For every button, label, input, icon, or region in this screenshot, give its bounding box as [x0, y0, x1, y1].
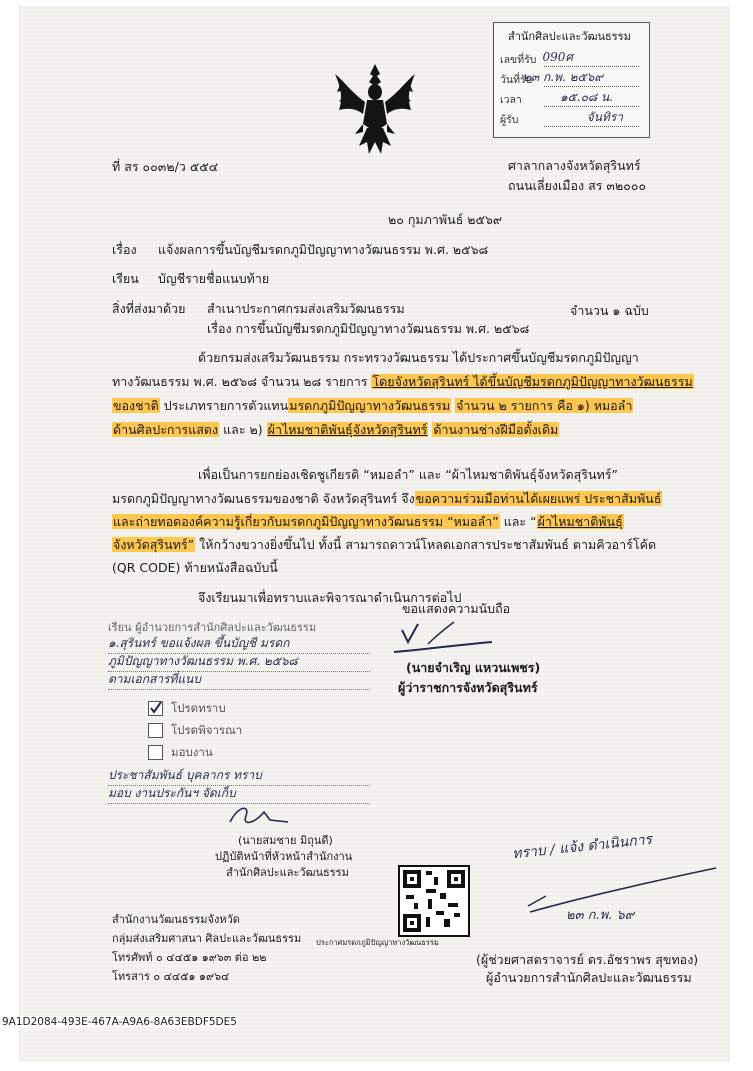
minute-to: เรียน ผู้อำนวยการสำนักศิลปะและวัฒนธรรม [108, 621, 317, 634]
checkbox-empty-icon [148, 745, 163, 760]
body-p2-line5: (QR CODE) ท้ายหนังสือฉบับนี้ [112, 560, 278, 575]
option-consider: โปรดพิจารณา [148, 722, 242, 740]
sender-org: ศาลากลางจังหวัดสุรินทร์ [508, 158, 641, 173]
garuda-emblem-icon [333, 62, 417, 160]
checkbox-checked-icon [148, 701, 163, 716]
stamp-row: เวลา ๑๕.๐๘ น. [494, 91, 643, 109]
checkbox-empty-icon [148, 723, 163, 738]
footer-fax: โทรสาร ๐ ๔๔๕๑ ๑๙๖๔ [112, 970, 230, 983]
footer-phone: โทรศัพท์ ๐ ๔๔๕๑ ๑๙๖๓ ต่อ ๒๒ [112, 951, 267, 964]
qr-caption: ประกาศมรดกภูมิปัญญาทางวัฒนธรรม [316, 938, 439, 947]
to-text: บัญชีรายชื่อแนบท้าย [158, 271, 270, 286]
receipt-stamp [493, 22, 650, 138]
highlight: ผ้าไหมชาติพันธุ์ [537, 514, 623, 529]
stamp-row: เลขที่รับ 090ศ [494, 51, 643, 69]
stamp-row: วันที่รับ ๒๓ ก.พ. ๒๕๖๙ [494, 71, 643, 89]
highlight: จังหวัดสุรินทร์” [113, 537, 195, 552]
enclosure-qty: จำนวน ๑ ฉบับ [570, 303, 649, 318]
body-p1-line4: ด้านศิลปะการแสดง และ ๒) ผ้าไหมชาติพันธุ์จังหวัดสุรินทร์ ด้านงานช่างฝีมือดั้งเดิม [113, 422, 559, 437]
option-acknowledge: โปรดทราบ [148, 700, 226, 718]
director-hand-date: ๒๓ ก.พ. ๖๙ [566, 908, 635, 923]
body-closing: จึงเรียนมาเพื่อทราบและพิจารณาดำเนินการต่อไป [198, 590, 462, 605]
body-p1-line2: ทางวัฒนธรรม พ.ศ. ๒๕๖๘ จำนวน ๒๘ รายการ โดยจังหวัดสุรินทร์ ได้ขึ้นบัญชีมรดกภูมิปัญญาทางวัฒนธรรม [112, 374, 693, 389]
body-p2-line4: จังหวัดสุรินทร์” ให้กว้างขวางยิ่งขึ้นไป ทั้งนี้ สามารถดาวน์โหลดเอกสารประชาสัมพันธ์ ตามคิวอาร์โค้ด [113, 537, 657, 552]
option-assign: มอบงาน [148, 744, 213, 762]
governor-position: ผู้ว่าราชการจังหวัดสุรินทร์ [398, 680, 538, 695]
minute-note-line: มอบ งานประกันฯ จัดเก็บ [108, 784, 370, 804]
document-id: 9A1D2084-493E-467A-A9A6-8A63EBDF5DE5 [2, 1016, 237, 1028]
closing-phrase: ขอแสดงความนับถือ [402, 601, 511, 616]
body-p1-line3: ของชาติ ประเภทรายการตัวแทนมรดกภูมิปัญญาทางวัฒนธรรม จำนวน ๒ รายการ คือ ๑) หมอลำ [113, 398, 633, 413]
highlight: ผ้าไหมชาติพันธุ์จังหวัดสุรินทร์ [267, 422, 428, 437]
minute-note-line: ตามเอกสารที่แนบ [108, 670, 370, 690]
footer-group: กลุ่มส่งเสริมศาสนา ศิลปะและวัฒนธรรม [112, 932, 302, 945]
highlight: โดยจังหวัดสุรินทร์ ได้ขึ้นบัญชีมรดกภูมิปัญญาทางวัฒนธรรม [372, 374, 693, 389]
highlight: มรดกภูมิปัญญาทางวัฒนธรรม [289, 398, 451, 413]
minute-note-line: ๑.สุรินทร์ ขอแจ้งผล ขึ้นบัญชี มรดก [108, 634, 370, 654]
sender-address: ถนนเลี่ยงเมือง สร ๓๒๐๐๐ [508, 178, 647, 193]
head-name: (นายสมชาย มิถุนดี) [238, 834, 333, 847]
enclosure-subject: เรื่อง การขึ้นบัญชีมรดกภูมิปัญญาทางวัฒนธรรม พ.ศ. ๒๕๖๘ [207, 321, 530, 336]
highlight: ด้านงานช่างฝีมือดั้งเดิม [433, 422, 559, 437]
subject-text: แจ้งผลการขึ้นบัญชีมรดกภูมิปัญญาทางวัฒนธรรม พ.ศ. ๒๕๖๘ [158, 242, 489, 257]
director-name: (ผู้ช่วยศาสตราจารย์ ดร.อัชราพร สุขทอง) [476, 952, 699, 967]
stamp-row: ผู้รับ จันทิรา [494, 111, 643, 129]
highlight: ด้านศิลปะการแสดง [113, 422, 219, 437]
subject-label: เรื่อง [112, 242, 137, 257]
document-number: ที่ สร ๐๐๓๒/ว ๕๕๔ [112, 159, 219, 174]
body-p2-line3: และถ่ายทอดองค์ความรู้เกี่ยวกับมรดกภูมิปัญญาทางวัฒนธรรม “หมอลำ” และ “ผ้าไหมชาติพันธุ์ [113, 514, 623, 529]
body-p2-line2: มรดกภูมิปัญญาทางวัฒนธรรมของชาติ จังหวัดสุรินทร์ จึงขอความร่วมมือท่านได้เผยแพร่ ประชาสัมพันธ์ [112, 491, 662, 506]
stamp-title: สำนักศิลปะและวัฒนธรรม [508, 30, 631, 43]
to-label: เรียน [112, 271, 139, 286]
highlight: และถ่ายทอดองค์ความรู้เกี่ยวกับมรดกภูมิปัญญาทางวัฒนธรรม “หมอลำ” [113, 514, 499, 529]
document-date: ๒๐ กุมภาพันธ์ ๒๕๖๙ [388, 212, 503, 227]
qr-code-icon [398, 865, 470, 937]
footer-office: สำนักงานวัฒนธรรมจังหวัด [112, 913, 240, 926]
enclosure-label: สิ่งที่ส่งมาด้วย [112, 301, 186, 316]
minute-note-line: ประชาสัมพันธ์ บุคลากร ทราบ [108, 766, 370, 786]
highlight: จำนวน ๒ รายการ คือ ๑) หมอลำ [456, 398, 633, 413]
head-position-2: สำนักศิลปะและวัฒนธรรม [226, 866, 349, 879]
body-p2-line1: เพื่อเป็นการยกย่องเชิดชูเกียรติ “หมอลำ” และ “ผ้าไหมชาติพันธุ์จังหวัดสุรินทร์” [198, 467, 618, 482]
head-signature-icon [224, 802, 294, 830]
highlight: ของชาติ [113, 398, 159, 413]
enclosure-text: สำเนาประกาศกรมส่งเสริมวัฒนธรรม [207, 301, 405, 316]
governor-name: (นายจำเริญ แหวนเพชร) [406, 660, 541, 675]
head-position-1: ปฏิบัติหน้าที่หัวหน้าสำนักงาน [215, 850, 353, 863]
director-hand-note: ทราบ / แจ้ง ดำเนินการ [511, 831, 653, 863]
body-p1-line1: ด้วยกรมส่งเสริมวัฒนธรรม กระทรวงวัฒนธรรม ได้ประกาศขึ้นบัญชีมรดกภูมิปัญญา [198, 350, 639, 365]
highlight: ขอความร่วมมือท่านได้เผยแพร่ ประชาสัมพันธ์ [415, 491, 662, 506]
governor-signature-icon [388, 620, 498, 660]
director-position: ผู้อำนวยการสำนักศิลปะและวัฒนธรรม [486, 970, 692, 985]
minute-note-line: ภูมิปัญญาทางวัฒนธรรม พ.ศ. ๒๕๖๘ [108, 652, 370, 672]
